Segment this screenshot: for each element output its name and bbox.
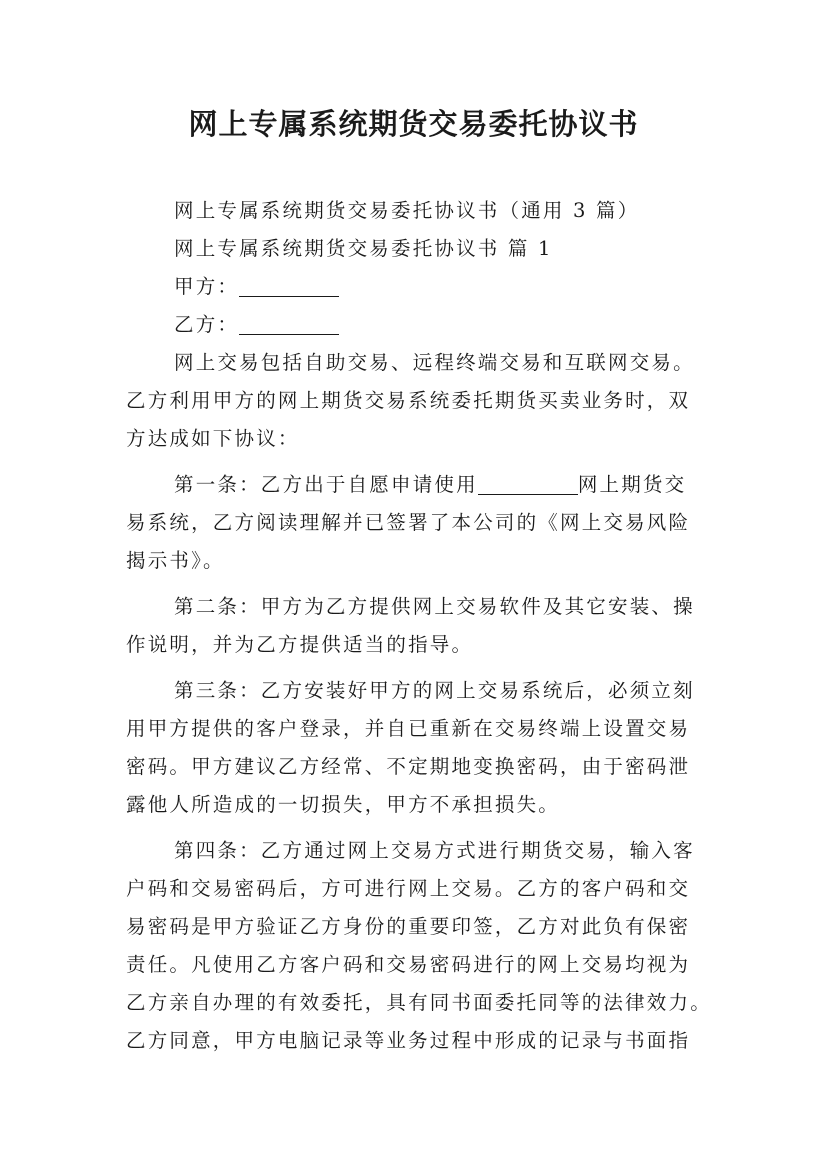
article1-line (126, 466, 712, 504)
party-b-line (126, 306, 712, 344)
paragraph-line: 揭示书》。 (126, 549, 225, 572)
paragraph-line: 第二条：甲方为乙方提供网上交易软件及其它安装、操 (174, 595, 695, 618)
paragraph-line: 网上交易包括自助交易、远程终端交易和互联网交易。 (174, 351, 695, 374)
paragraph-line: 乙方同意，甲方电脑记录等业务过程中形成的记录与书面指 (126, 1029, 691, 1052)
paragraph-line: 责任。凡使用乙方客户码和交易密码进行的网上交易均视为 (126, 953, 691, 976)
paragraph-line: 乙方亲自办理的有效委托，具有同书面委托同等的法律效力。 (126, 991, 712, 1014)
document-body (126, 192, 712, 1060)
article1-blank (478, 474, 578, 495)
chapter-heading: 网上专属系统期货交易委托协议书 篇 1 (174, 237, 553, 260)
party-a-label: 甲方： (174, 275, 240, 298)
article1-text-before: 第一条：乙方出于自愿申请使用 (174, 473, 478, 496)
paragraph-line: 作说明，并为乙方提供适当的指导。 (126, 633, 474, 656)
article1-text-after: 网上期货交 (577, 473, 687, 496)
paragraph-line: 易密码是甲方验证乙方身份的重要印签，乙方对此负有保密 (126, 915, 691, 938)
paragraph-line: 方达成如下协议： (126, 427, 300, 450)
paragraph-line: 第三条：乙方安装好甲方的网上交易系统后，必须立刻 (174, 679, 695, 702)
document-title: 网上专属系统期货交易委托协议书 (188, 107, 639, 141)
party-a-blank (239, 276, 339, 297)
paragraph-line: 密码。甲方建议乙方经常、不定期地变换密码，由于密码泄 (126, 755, 691, 778)
paragraph-line: 露他人所造成的一切损失，甲方不承担损失。 (126, 793, 561, 816)
document-subtitle: 网上专属系统期货交易委托协议书（通用 3 篇） (174, 199, 640, 222)
party-a-line (126, 268, 712, 306)
party-b-label: 乙方： (174, 313, 240, 336)
paragraph-line: 第四条：乙方通过网上交易方式进行期货交易，输入客 (174, 839, 695, 862)
party-b-blank (239, 314, 339, 335)
paragraph-line: 用甲方提供的客户登录，并自已重新在交易终端上设置交易 (126, 717, 691, 740)
paragraph-line: 户码和交易密码后，方可进行网上交易。乙方的客户码和交 (126, 877, 691, 900)
paragraph-line: 乙方利用甲方的网上期货交易系统委托期货买卖业务时，双 (126, 389, 691, 412)
paragraph-line: 易系统，乙方阅读理解并已签署了本公司的《网上交易风险 (126, 511, 691, 534)
